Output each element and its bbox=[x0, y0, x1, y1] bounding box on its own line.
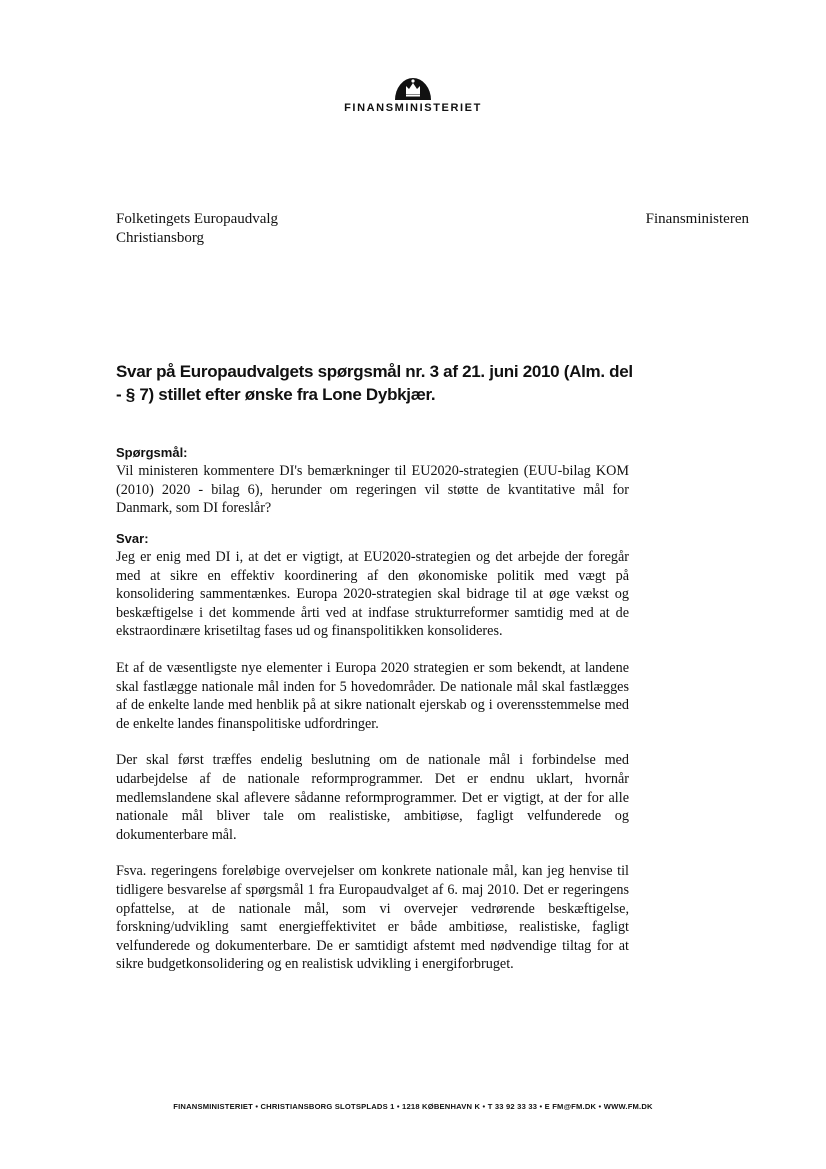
answer-paragraph: Jeg er enig med DI i, at det er vigtigt, at EU2020-strategien og det arbejde der foregår med at sikre en effektiv koordinering af den økonomiske politik med vægt på konsolidering sammentænkes. Europa 2020-strategien skal bidrage til at øge vækst og beskæftigelse i det kommende årti ved at indfase strukturreformer samtidig med at de ekstraordinære krisetiltag fases ud og finanspolitikken konsolideres. bbox=[116, 549, 629, 640]
sender-title: Finansministeren bbox=[645, 211, 749, 227]
letterhead bbox=[0, 70, 826, 114]
question-section bbox=[116, 444, 629, 536]
crown-logo-icon bbox=[393, 70, 433, 100]
question-label: Spørgsmål: bbox=[116, 445, 188, 460]
answer-paragraph: Et af de væsentligste nye elementer i Europa 2020 strategien er som bekendt, at landene skal fastlægge nationale mål inden for 5 hovedområder. De nationale mål skal fastlægges af de enkelte lande med henblik på at sikre nationalt ejerskab og i overensstemmelse med de enkelte landes finanspolitiske udfordringer. bbox=[116, 659, 629, 732]
answer-section bbox=[116, 530, 629, 992]
ministry-logo-text: FINANSMINISTERIET bbox=[344, 102, 482, 114]
letter-heading: Svar på Europaudvalgets spørgsmål nr. 3 af 21. juni 2010 (Alm. del - § 7) stillet efter ønske fra Lone Dybkjær. bbox=[116, 362, 633, 404]
answer-label: Svar: bbox=[116, 531, 149, 546]
answer-paragraph: Fsva. regeringens foreløbige overvejelser om konkrete nationale mål, kan jeg henvise til tidligere besvarelse af spørgsmål 1 fra Europaudvalget af 6. maj 2010. Det er regeringens opfattelse, at de nationale mål, som vi overvejer vedrørende beskæftigelse, forskning/udvikling samt energieffektivitet er både ambitiøse, realistiske, fagligt velfunderede og dokumenterbare. De er samtidigt afstemt med nødvendige tiltag for at sikre budgetkonsolidering og en realistisk udvikling i energiforbruget. bbox=[116, 863, 629, 973]
answer-paragraph: Der skal først træffes endelig beslutning om de nationale mål i forbindelse med udarbejdelse af de nationale reformprogrammer. Det er endnu uklart, hvornår medlemslandene skal aflevere sådanne reformprogrammer. Det er vigtigt, at der for alle nationale mål bliver tale om realistiske, ambitiøse, fagligt velfunderede og dokumenterbare mål. bbox=[116, 752, 629, 843]
question-text: Vil ministeren kommentere DI's bemærkninger til EU2020-strategien (EUU-bilag KOM (2010) 2020 - bilag 6), herunder om regeringen vil støtte de kvantitative mål for Danmark, som DI foreslår? bbox=[116, 463, 629, 517]
recipient-line-1: Folketingets Europaudvalg bbox=[116, 211, 279, 227]
recipient-address bbox=[116, 210, 278, 248]
page-footer: FINANSMINISTERIET • CHRISTIANSBORG SLOTSPLADS 1 • 1218 KØBENHAVN K • T 33 92 33 33 • E FM@FM.DK • WWW.FM.DK bbox=[173, 1102, 653, 1111]
recipient-line-2: Christiansborg bbox=[116, 230, 205, 246]
